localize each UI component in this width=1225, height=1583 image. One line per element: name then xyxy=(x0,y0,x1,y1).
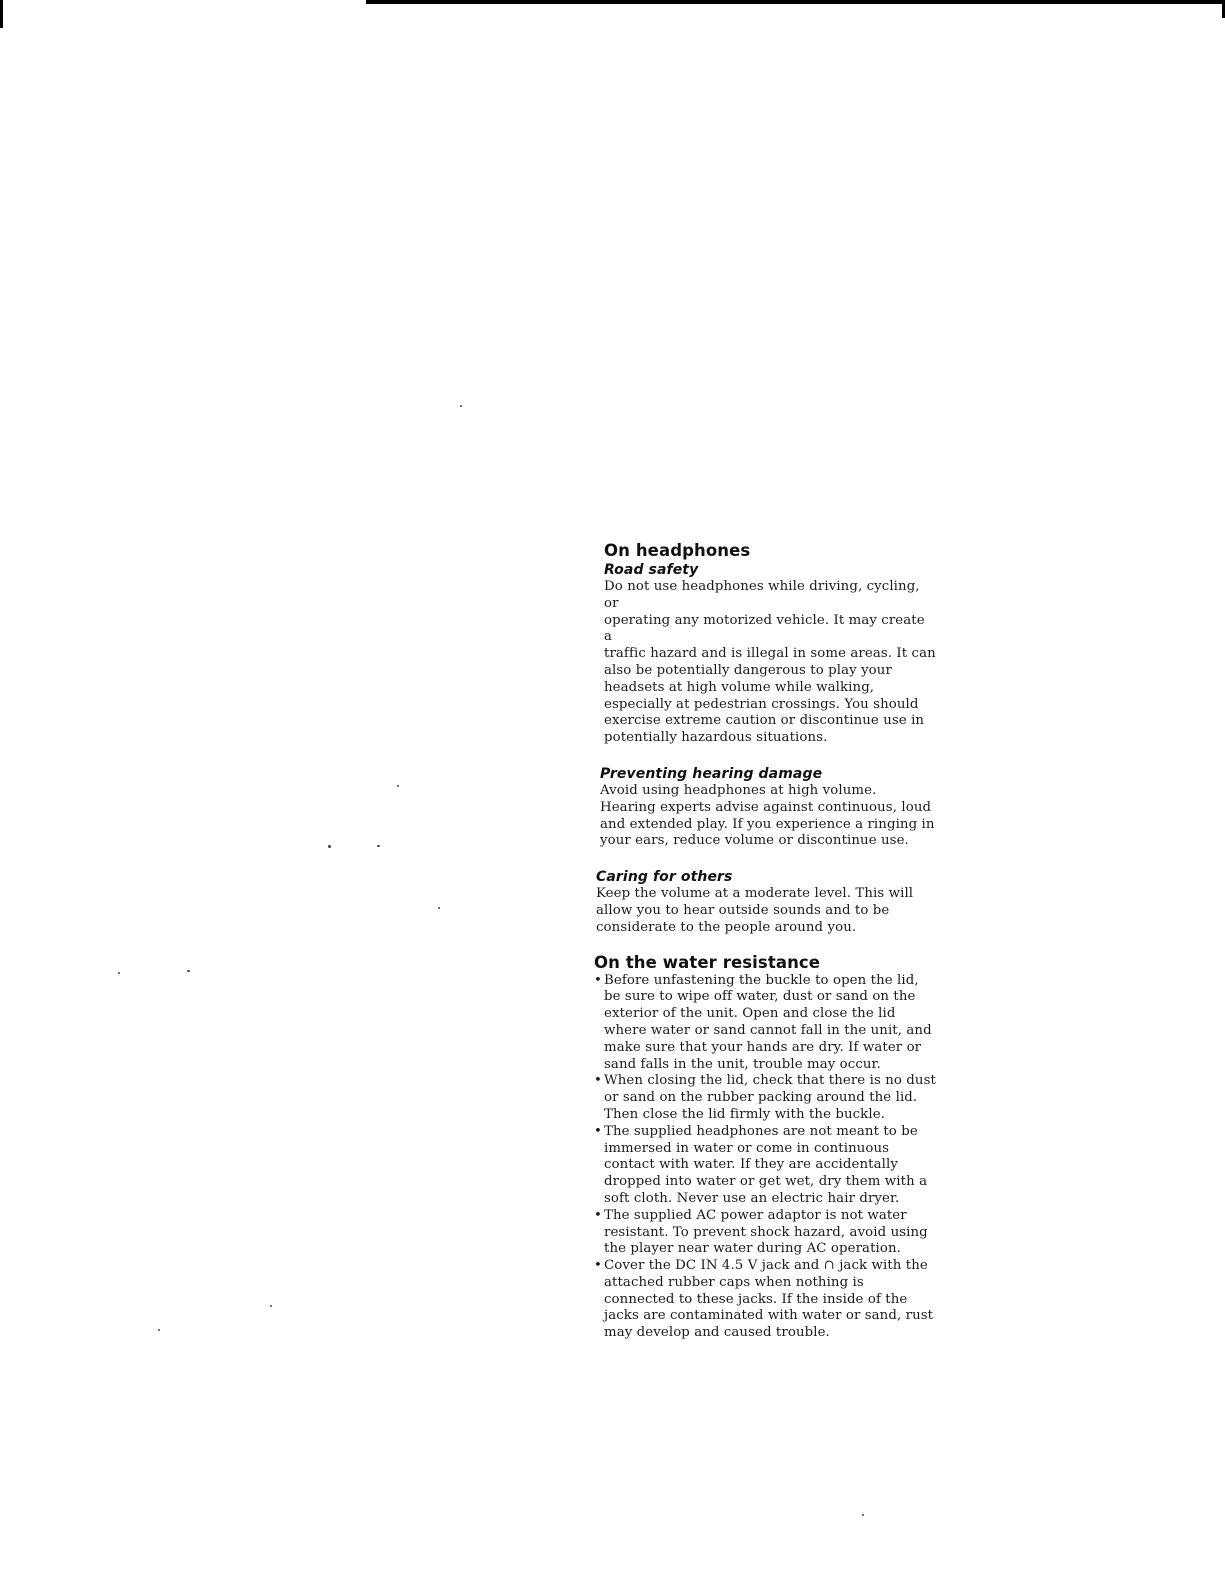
subsection-road-safety xyxy=(604,561,936,747)
section-headphones xyxy=(596,541,936,937)
section-title-water-resistance: On the water resistance xyxy=(594,952,821,972)
scan-speck xyxy=(377,845,380,847)
paragraph-caring-for-others: Keep the volume at a moderate level. This will allow you to hear outside sounds and to be considerate to the people around you. xyxy=(596,886,914,935)
scan-speck xyxy=(460,405,462,407)
paragraph-hearing-damage: Avoid using headphones at high volume. Hearing experts advise against continuous, loud and extended play. If you experience a ringing in your ears, reduce volume or discontinue use. xyxy=(600,782,935,849)
water-resistance-list xyxy=(594,973,936,1343)
document-column xyxy=(596,541,936,1342)
scan-speck xyxy=(862,1514,864,1516)
scan-speck xyxy=(270,1305,272,1307)
scan-speck xyxy=(187,970,190,972)
paragraph-road-safety: Do not use headphones while driving, cycling, or operating any motorized vehicle. It may create a traffic hazard and is illegal in some areas. It can also be potentially dangerous to play your headsets at high volume while walking, especially at pedestrian crossings. You should exercise extreme caution or discontinue use in potentially hazardous situations. xyxy=(604,579,936,746)
subsection-heading-hearing-damage: Preventing hearing damage xyxy=(600,765,823,782)
scan-speck xyxy=(118,972,120,974)
scan-speck xyxy=(397,785,399,787)
subsection-caring-for-others xyxy=(596,868,936,936)
list-item: • When closing the lid, check that there is no dust or sand on the rubber packing around the lid. Then close the lid firmly with the buckle. xyxy=(594,1073,936,1123)
list-item: • The supplied headphones are not meant to be immersed in water or come in continuous contact with water. If they are accidentally dropped into water or get wet, dry them with a soft cloth. Never use an electric hair dryer. xyxy=(594,1124,936,1208)
section-water-resistance xyxy=(594,953,936,1343)
subsection-heading-road-safety: Road safety xyxy=(604,562,699,578)
list-item: • The supplied AC power adaptor is not water resistant. To prevent shock hazard, avoid using the player near water during AC operation. xyxy=(594,1208,936,1258)
scan-speck xyxy=(328,845,331,848)
section-title-headphones: On headphones xyxy=(604,541,751,560)
scan-speck xyxy=(438,907,440,909)
top-scan-rule xyxy=(366,0,1225,4)
subsection-hearing-damage xyxy=(600,765,936,850)
subsection-heading-caring-for-others: Caring for others xyxy=(596,869,733,886)
list-item: • Before unfastening the buckle to open the lid, be sure to wipe off water, dust or sand on the exterior of the unit. Open and close the lid where water or sand cannot fall in the unit, and make sure that your hands are dry. If water or sand falls in the unit, trouble may occur. xyxy=(594,973,936,1074)
left-scan-mark xyxy=(0,0,3,28)
scan-speck xyxy=(158,1329,160,1331)
list-item: • Cover the DC IN 4.5 V jack and ∩ jack with the attached rubber caps when nothing is connected to these jacks. If the inside of the jacks are contaminated with water or sand, rust may develop and caused trouble. xyxy=(594,1258,936,1342)
